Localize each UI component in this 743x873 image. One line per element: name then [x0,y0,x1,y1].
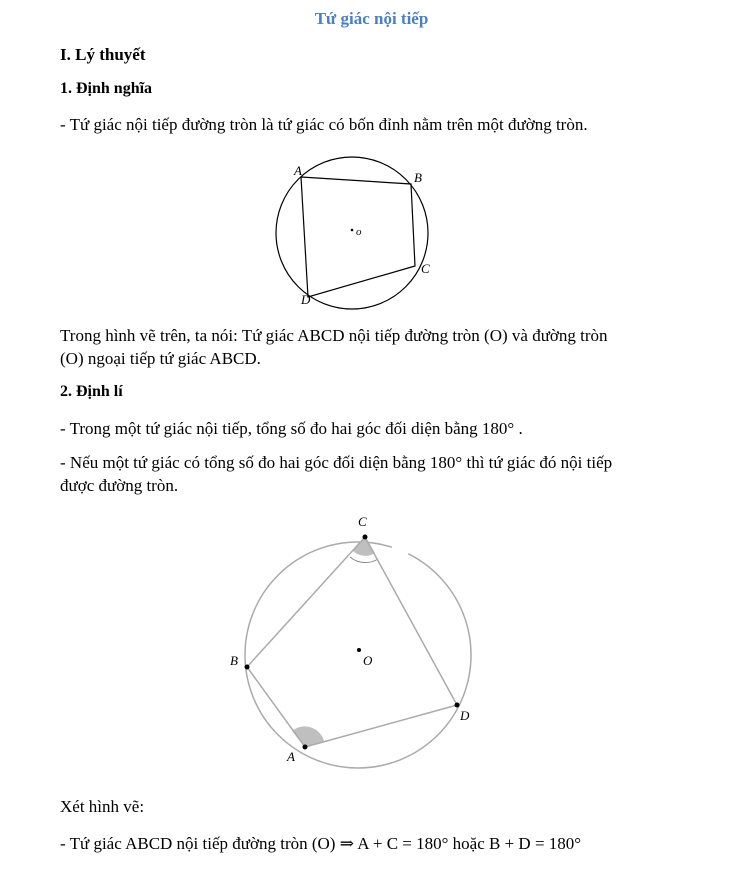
section-heading-theory: I. Lý thuyết [60,45,146,64]
label-c-2: C [358,514,367,529]
vertex-d [455,703,460,708]
vertex-c [363,535,368,540]
figure-inscribed-quadrilateral-1 [270,155,440,315]
label-b-1: B [414,170,422,185]
theorem-text-2-line-1: - Nếu một tứ giác có tổng số đo hai góc đối diện bằng 180° thì tứ giác đó nội tiếp [60,453,613,472]
quadrilateral-abcd-2 [247,537,457,747]
consider-text: Xét hình vẽ: [60,797,145,816]
subheading-definition: 1. Định nghĩa [60,80,153,97]
label-c-1: C [421,261,430,276]
vertex-a [303,745,308,750]
definition-text: - Tứ giác nội tiếp đường tròn là tứ giác có bốn đỉnh nằm trên một đường tròn. [60,115,588,134]
caption-line-2: (O) ngoại tiếp tứ giác ABCD. [60,349,261,368]
theorem-text-1: - Trong một tứ giác nội tiếp, tổng số đo hai góc đối diện bằng 180° . [60,419,523,438]
label-d-2: D [460,708,470,723]
circle-gap [392,547,408,554]
center-point-o-1 [351,229,354,232]
conclusion-text: - Tứ giác ABCD nội tiếp đường tròn (O) ⇒ A + C = 180° hoặc B + D = 180° [60,834,582,853]
center-point-o-2 [357,648,361,652]
label-o-2: O [363,653,373,668]
label-o-1: o [356,226,362,238]
circle-o-2 [245,542,471,768]
page-title: Tứ giác nội tiếp [314,9,429,28]
label-b-2: B [230,653,238,668]
theorem-text-2-line-2: được đường tròn. [60,476,179,495]
figure-inscribed-quadrilateral-2 [220,505,490,770]
label-a-1: A [294,163,302,178]
label-a-2: A [287,749,295,764]
subheading-theorem: 2. Định lí [60,383,123,400]
label-d-1: D [301,292,311,307]
vertex-b [245,665,250,670]
angle-c-arc [350,557,378,563]
caption-line-1: Trong hình vẽ trên, ta nói: Tứ giác ABCD nội tiếp đường tròn (O) và đường tròn [60,326,608,345]
